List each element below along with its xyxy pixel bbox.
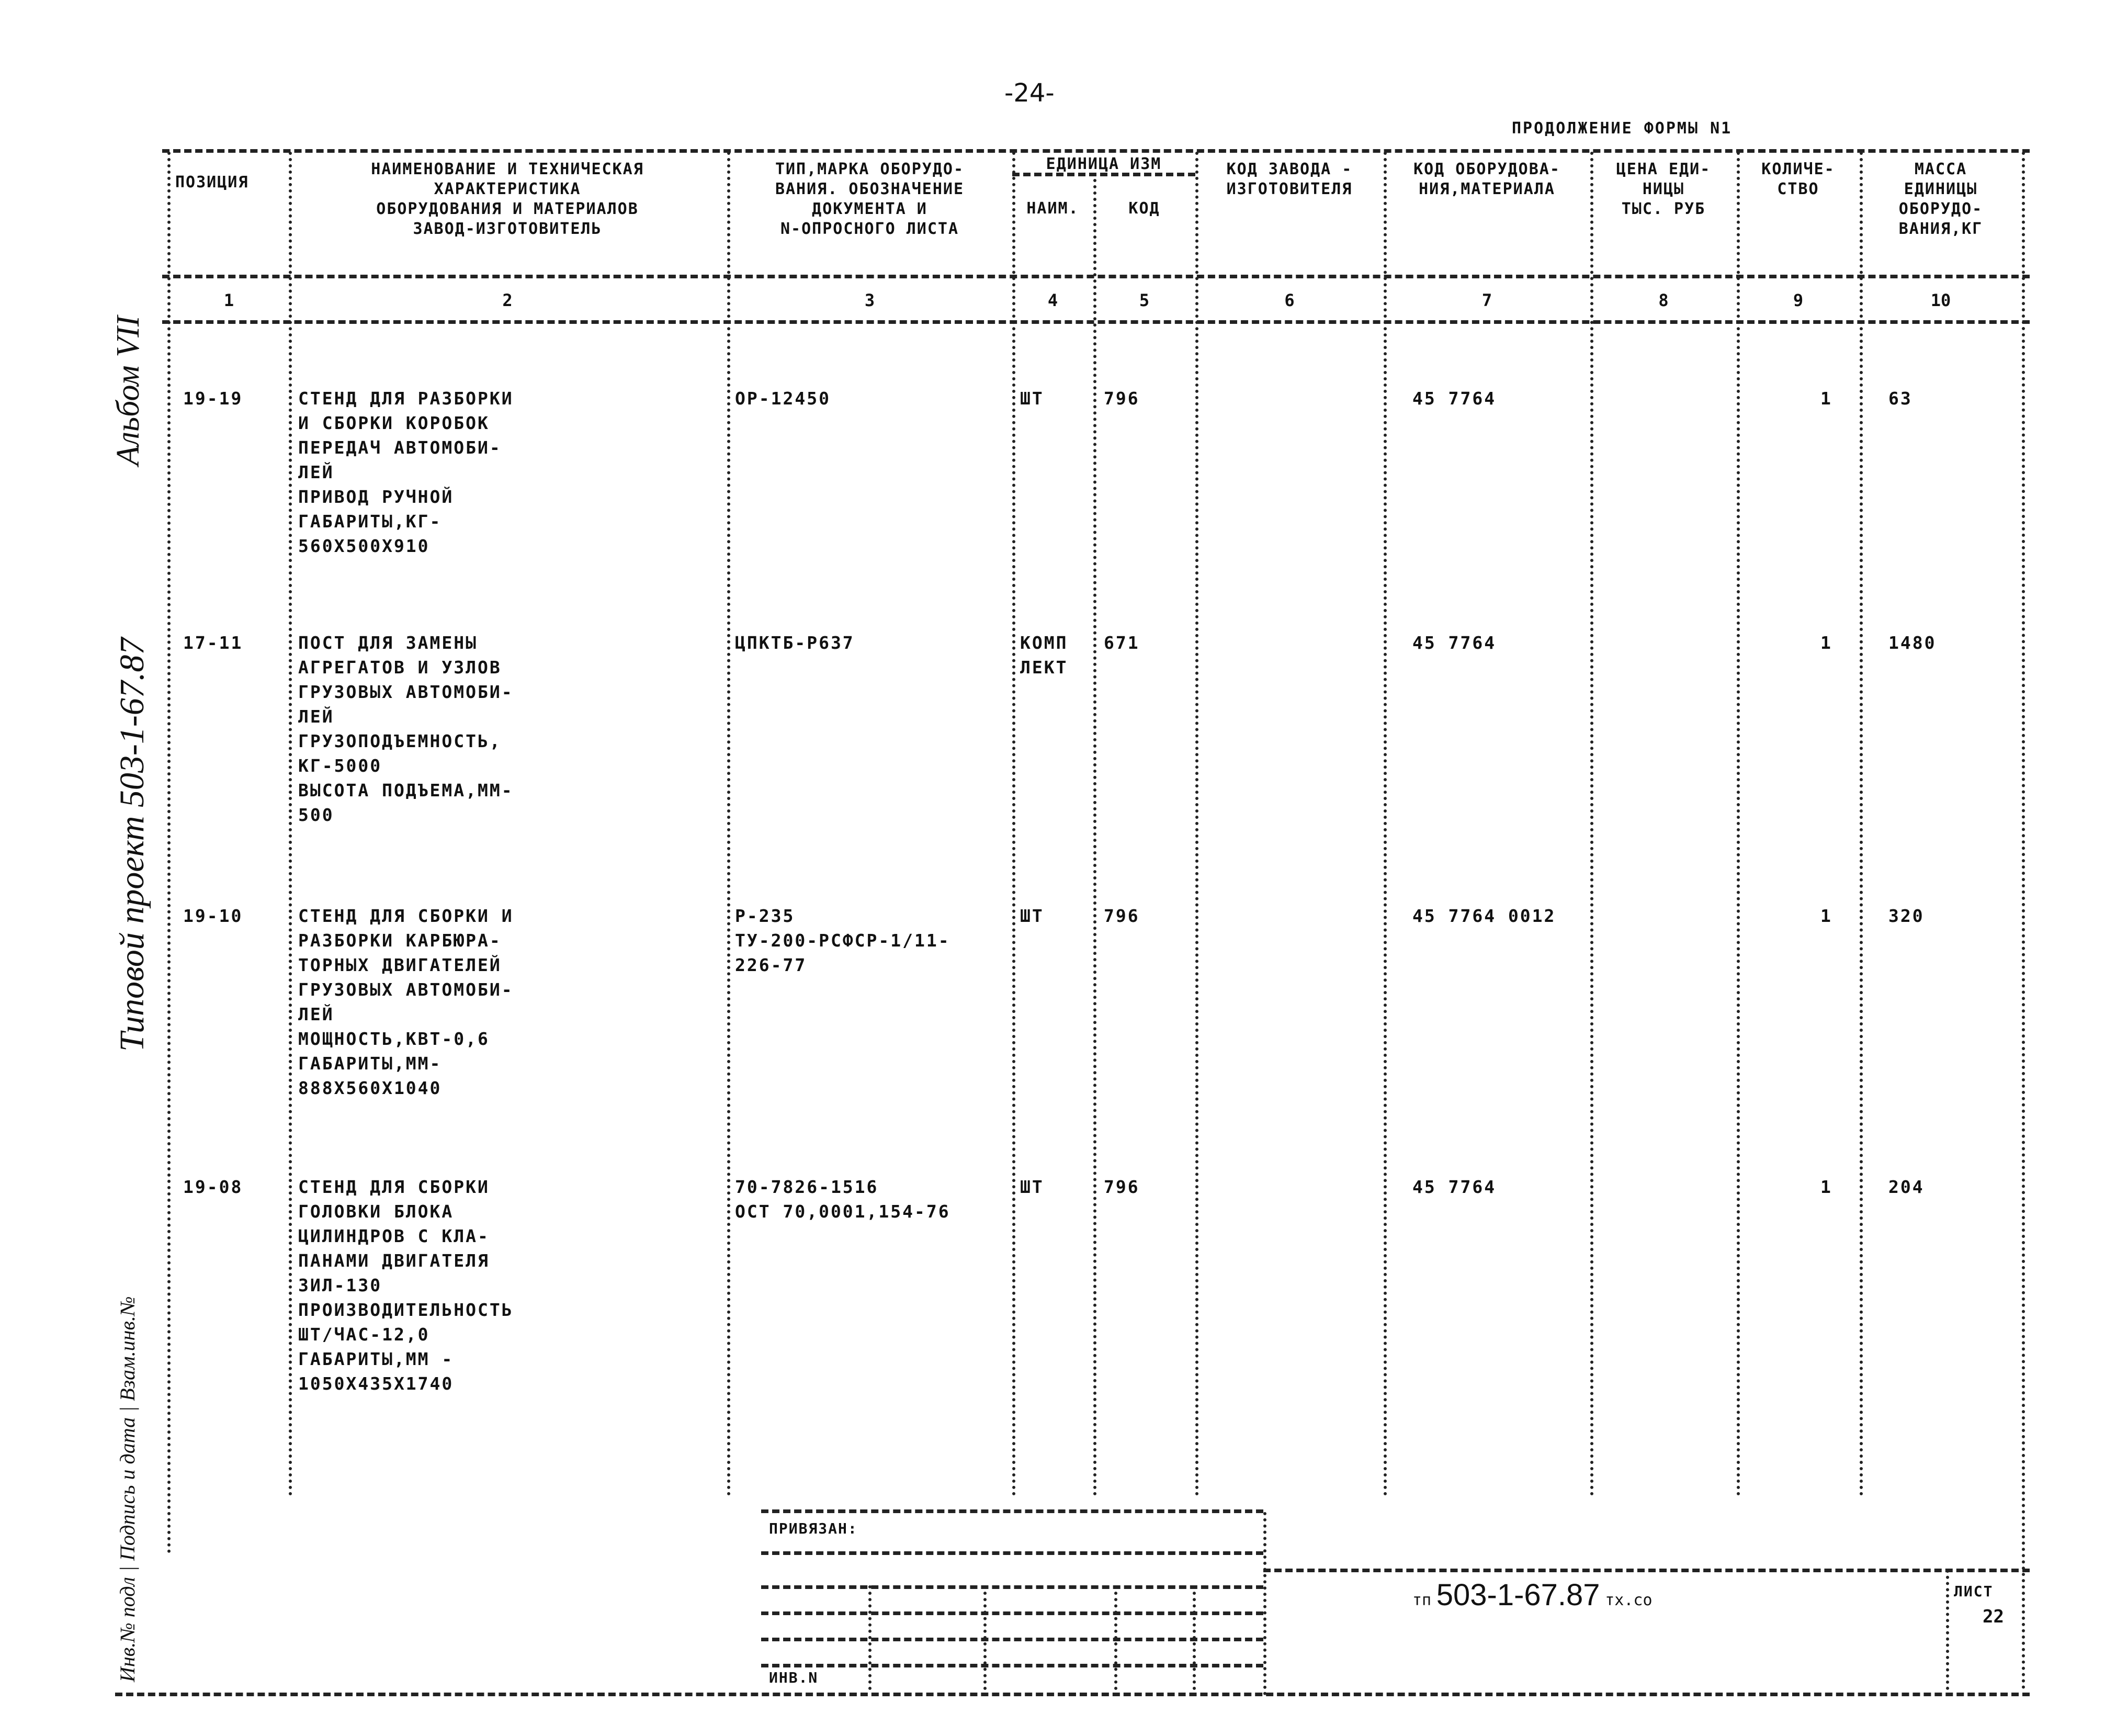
project-label: Типовой проект 503-1-67.87 <box>113 637 151 1052</box>
stamp-margin-label: Инв.№ подл | Подпись и дата | Взам.инв.№ <box>116 1296 139 1682</box>
header-mass: МАССА ЕДИНИЦЫ ОБОРУДО- ВАНИЯ,КГ <box>1898 160 1983 238</box>
header-unit-price: ЦЕНА ЕДИ- НИЦЫ ТЫС. РУБ <box>1616 160 1711 218</box>
table-row-name: СТЕНД ДЛЯ РАЗБОРКИ И СБОРКИ КОРОБОК ПЕРЕДАЧ АВТОМОБИ- ЛЕЙ ПРИВОД РУЧНОЙ ГАБАРИТЫ,КГ- 560Х500Х910 <box>298 388 514 556</box>
table-row-equipment-code: 45 7764 0012 <box>1412 906 1556 926</box>
page-number: -24- <box>1004 78 1055 108</box>
designation-prefix: тп <box>1412 1591 1432 1609</box>
column-number: 8 <box>1658 290 1669 310</box>
sheet-label: ЛИСТ <box>1954 1583 1994 1600</box>
table-row-position: 17-11 <box>183 633 243 653</box>
header-name: НАИМЕНОВАНИЕ И ТЕХНИЧЕСКАЯ ХАРАКТЕРИСТИКА ОБОРУДОВАНИЯ И МАТЕРИАЛОВ ЗАВОД-ИЗГОТОВИТЕЛЬ <box>371 160 644 238</box>
column-number: 10 <box>1930 290 1951 310</box>
table-row-quantity: 1 <box>1820 633 1832 653</box>
header-unit-group: ЕДИНИЦА ИЗМ <box>1046 155 1162 173</box>
table-row-position: 19-19 <box>183 388 243 409</box>
table-row-unit-code: 796 <box>1104 388 1140 409</box>
table-row-unit: КОМП ЛЕКТ <box>1020 633 1068 678</box>
header-unit-code: КОД <box>1128 199 1160 218</box>
column-number: 7 <box>1481 290 1492 310</box>
table-row-unit-code: 796 <box>1104 906 1140 926</box>
column-number: 2 <box>502 290 513 310</box>
table-row-unit: ШТ <box>1020 1177 1044 1197</box>
table-row-mass: 204 <box>1888 1177 1925 1197</box>
stamp-inventory-label: ИНВ.N <box>769 1669 819 1686</box>
header-type: ТИП,МАРКА ОБОРУДО- ВАНИЯ. ОБОЗНАЧЕНИЕ ДОКУМЕНТА И N-ОПРОСНОГО ЛИСТА <box>775 160 965 238</box>
table-row-position: 19-10 <box>183 906 243 926</box>
stamp-bound-label: ПРИВЯЗАН: <box>769 1520 858 1537</box>
table-row-quantity: 1 <box>1820 906 1832 926</box>
table-row-mass: 1480 <box>1888 633 1937 653</box>
header-quantity: КОЛИЧЕ- СТВО <box>1761 160 1835 198</box>
table-row-name: СТЕНД ДЛЯ СБОРКИ И РАЗБОРКИ КАРБЮРА- ТОРНЫХ ДВИГАТЕЛЕЙ ГРУЗОВЫХ АВТОМОБИ- ЛЕЙ МОЩНОСТЬ,КВТ-0,6 ГАБАРИТЫ,ММ- 888Х560Х1040 <box>298 906 514 1098</box>
column-number: 1 <box>223 290 234 310</box>
table-row-type: 70-7826-1516 ОСТ 70,0001,154-76 <box>735 1177 950 1222</box>
album-label: Альбом VII <box>110 315 146 466</box>
table-row-type: Р-235 ТУ-200-РСФСР-1/11- 226-77 <box>735 906 950 975</box>
table-row-mass: 320 <box>1888 906 1925 926</box>
table-row-equipment-code: 45 7764 <box>1412 388 1497 409</box>
document-designation <box>1412 1577 1653 1613</box>
column-number: 5 <box>1139 290 1150 310</box>
table-row-quantity: 1 <box>1820 388 1832 409</box>
form-continuation-label: ПРОДОЛЖЕНИЕ ФОРМЫ N1 <box>1512 119 1733 138</box>
column-number: 9 <box>1793 290 1804 310</box>
table-row-type: ЦПКТБ-Р637 <box>735 633 855 653</box>
header-equipment-code: КОД ОБОРУДОВА- НИЯ,МАТЕРИАЛА <box>1413 160 1560 198</box>
table-row-quantity: 1 <box>1820 1177 1832 1197</box>
designation-code: 503-1-67.87 <box>1436 1578 1600 1612</box>
designation-suffix: тх.со <box>1605 1591 1653 1609</box>
table-row-mass: 63 <box>1888 388 1912 409</box>
header-unit-name: НАИМ. <box>1026 199 1079 218</box>
table-row-unit: ШТ <box>1020 388 1044 409</box>
table-row-name: СТЕНД ДЛЯ СБОРКИ ГОЛОВКИ БЛОКА ЦИЛИНДРОВ С КЛА- ПАНАМИ ДВИГАТЕЛЯ ЗИЛ-130 ПРОИЗВОДИТЕЛЬНОСТЬ ШТ/ЧАС-12,0 ГАБАРИТЫ,ММ - 1050Х435Х1740 <box>298 1177 514 1394</box>
header-plant-code: КОД ЗАВОДА - ИЗГОТОВИТЕЛЯ <box>1226 160 1353 198</box>
table-row-equipment-code: 45 7764 <box>1412 633 1497 653</box>
table-row-unit-code: 671 <box>1104 633 1140 653</box>
table-row-position: 19-08 <box>183 1177 243 1197</box>
sheet-number: 22 <box>1983 1606 2004 1627</box>
table-row-type: ОР-12450 <box>735 388 831 409</box>
table-row-unit-code: 796 <box>1104 1177 1140 1197</box>
column-number: 6 <box>1284 290 1295 310</box>
column-number: 4 <box>1047 290 1058 310</box>
table-row-name: ПОСТ ДЛЯ ЗАМЕНЫ АГРЕГАТОВ И УЗЛОВ ГРУЗОВЫХ АВТОМОБИ- ЛЕЙ ГРУЗОПОДЪЕМНОСТЬ, КГ-5000 ВЫСОТА ПОДЪЕМА,ММ- 500 <box>298 633 514 825</box>
column-number: 3 <box>864 290 875 310</box>
header-position: ПОЗИЦИЯ <box>175 173 249 191</box>
table-row-equipment-code: 45 7764 <box>1412 1177 1497 1197</box>
table-row-unit: ШТ <box>1020 906 1044 926</box>
